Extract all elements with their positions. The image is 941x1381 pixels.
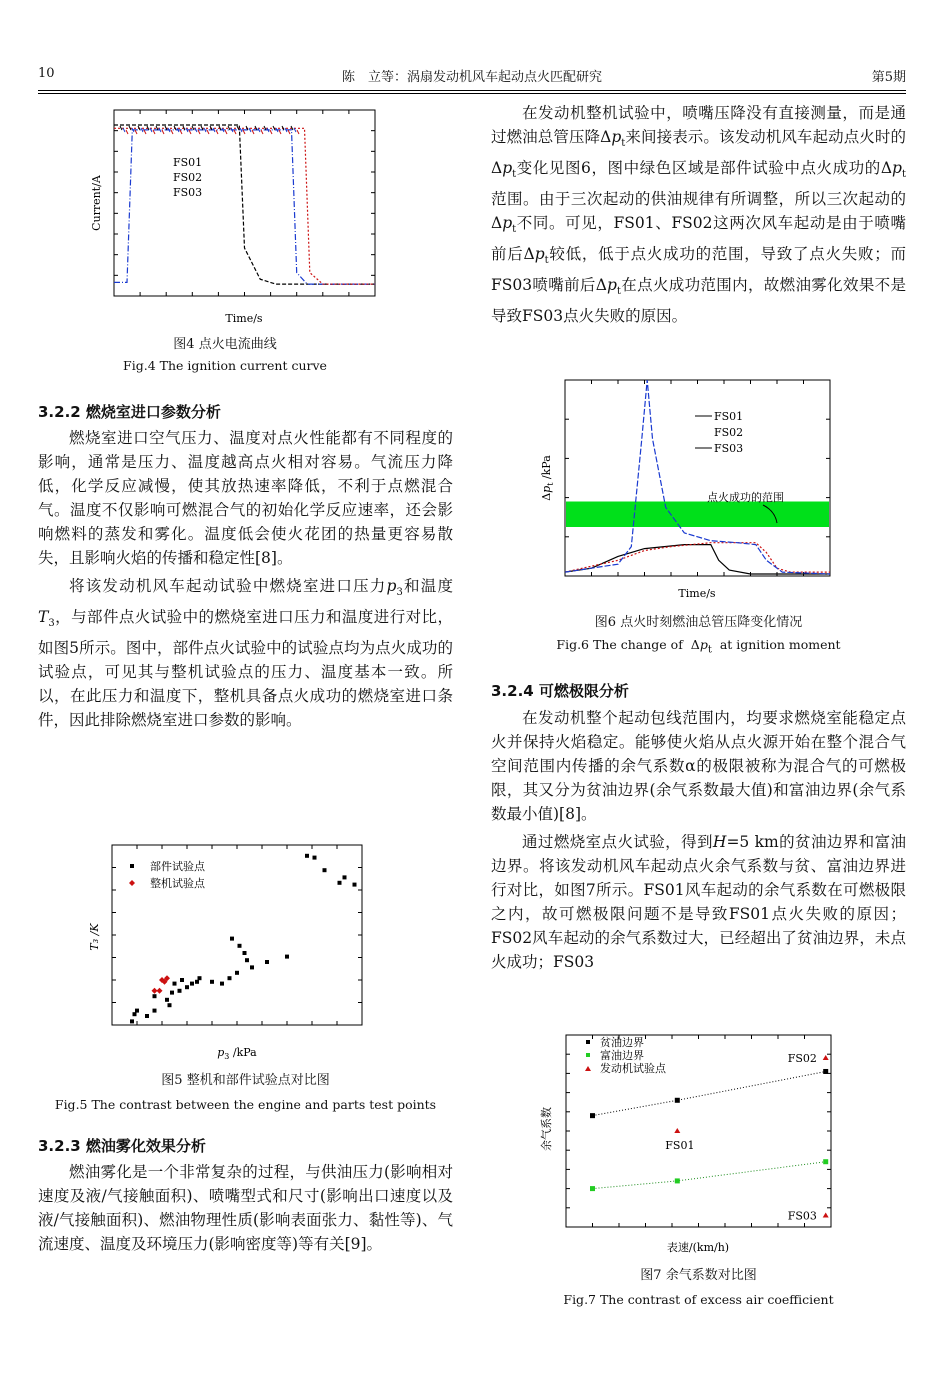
fig5-point-parts xyxy=(250,965,254,969)
fig6-xlabel: Time/s xyxy=(678,587,716,600)
fig4-noise-mark xyxy=(240,128,242,132)
fig7-chart xyxy=(528,1032,838,1257)
fig5-legend-parts: 部件试验点 xyxy=(150,860,205,873)
fig4-noise-mark xyxy=(144,130,146,134)
fig4-xlabel: Time/s xyxy=(225,312,263,325)
fig4-noise-mark xyxy=(225,130,227,134)
fig7-legend-lean: 贫油边界 xyxy=(600,1036,644,1049)
fig6-frame xyxy=(565,380,830,576)
section-324-p1: 在发动机整个起动包线范围内，均要求燃烧室能稳定点火并保持火焰稳定。能够使火焰从点火源开始在整个混合气空间范围内传播的余气系数α的极限被称为混合气的可燃极限，其又分为贫油边界(余气系数最大值)和富油边界(余气系数最小值)[8]。 xyxy=(491,709,906,823)
fig4-noise-mark xyxy=(261,130,263,134)
fig6-series-fs01 xyxy=(565,545,830,574)
fig5-legend-engine: 整机试验点 xyxy=(150,877,205,890)
fig4-legend-fs03: FS03 xyxy=(173,186,203,199)
fig4-caption-en: Fig.4 The ignition current curve xyxy=(123,358,327,373)
fig6-caption-cn: 图6 点火时刻燃油总管压降变化情况 xyxy=(594,615,803,630)
section-heading-323: 3.2.3 燃油雾化效果分析 xyxy=(38,1137,206,1155)
fig4-legend-fs02: FS02 xyxy=(173,171,203,184)
fig4-frame xyxy=(114,110,375,296)
fig7-legend-rich: 富油边界 xyxy=(600,1049,644,1062)
fig5-point-engine xyxy=(157,988,163,994)
section-322-p1: 燃烧室进口空气压力、温度对点火性能都有不同程度的影响，通常是压力、温度越高点火相对容易。气流压力降低，化学反应减慢，使其放热速率降低，不利于点燃混合气。温度不仅影响可燃混合气的初始化学反应速率，还会影响燃料的蒸发和雾化。温度低会使火花团的热量更容易散失，且影响火焰的传播和稳定性[8]。 xyxy=(38,429,453,567)
fig5-point-parts xyxy=(190,982,194,986)
fig4-legend-fs01: FS01 xyxy=(173,156,203,169)
fig5-point-parts xyxy=(145,1014,149,1018)
fig5-point-parts xyxy=(220,982,224,986)
fig5-point-parts xyxy=(230,937,234,941)
fig5-point-parts xyxy=(235,971,239,975)
fig4-noise-mark xyxy=(153,130,155,134)
fig4-noise-mark xyxy=(204,128,206,132)
running-header xyxy=(38,66,906,86)
fig7-point-engine xyxy=(674,1128,680,1133)
fig4-noise-mark xyxy=(189,130,191,134)
fig4-noise-mark xyxy=(243,130,245,134)
fig5-point-parts xyxy=(153,1009,157,1013)
fig5-point-parts xyxy=(323,868,327,872)
fig7-point xyxy=(590,1186,595,1191)
fig4-noise-mark xyxy=(207,130,209,134)
fig7-point xyxy=(823,1069,828,1074)
fig7-point-label: FS02 xyxy=(787,1052,817,1066)
fig6-series-fs02 xyxy=(565,543,830,572)
section-323-p1: 燃油雾化是一个非常复杂的过程，与供油压力(影响相对速度及液/气接触面积)、喷嘴型式和尺寸(影响出口速度以及液/气接触面积)、燃油物理性质(影响表面张力、黏性等)、气流速度、温度及环境压力(影响密度等)等有关[9]。 xyxy=(38,1163,453,1253)
section-heading-322: 3.2.2 燃烧室进口参数分析 xyxy=(38,403,221,421)
fig7-point xyxy=(823,1159,828,1164)
header-rule-2 xyxy=(38,93,906,94)
right-intro-body xyxy=(491,101,906,328)
fig6-chart xyxy=(525,375,845,605)
section-323-body xyxy=(38,1160,453,1256)
fig7-point-label: FS01 xyxy=(665,1139,695,1152)
right-intro-p1: 在发动机整机试验中，喷嘴压降没有直接测量，而是通过燃油总管压降$\Delta p_t$来间接表示。该发动机风车起动点火时的$\Delta p_t$变化见图6，图中绿色区域是部件试验中点火成功的$\Delta p_t$范围。由于三次起动的供油规律有所调整，所以三次起动的$\Delta p_t$不同。可见，FS01、FS02这两次风车起动是由于喷嘴前后$\Delta p_t$较低，低于点火成功的范围，导致了点火失败；而FS03喷嘴前后$\Delta p_t$在点火成功范围内，故燃油雾化效果不是导致FS03点火失败的原因。 xyxy=(491,104,906,326)
fig5-caption-en: Fig.5 The contrast between the engine and parts test points xyxy=(54,1097,437,1112)
fig6-ylabel: $\Delta p_t$ /kPa xyxy=(540,455,555,501)
fig6-legend-fs03: FS03 xyxy=(714,442,744,455)
fig5-point-parts xyxy=(135,1009,139,1013)
fig5-point-parts xyxy=(238,944,242,948)
fig7-caption xyxy=(491,1264,906,1307)
fig5-point-parts xyxy=(168,1003,172,1007)
fig6-caption-en: Fig.6 The change of $\Delta p_t$ at ignition moment xyxy=(556,637,841,656)
fig5-point-parts xyxy=(245,958,249,962)
fig4-caption-cn: 图4 点火电流曲线 xyxy=(173,337,277,352)
fig7-point xyxy=(590,1113,595,1118)
fig5-caption-cn: 图5 整机和部件试验点对比图 xyxy=(161,1073,330,1088)
fig5-xlabel: $p_3$ /kPa xyxy=(217,1046,257,1061)
fig5-point-parts xyxy=(265,960,269,964)
fig5-point-parts xyxy=(353,883,357,887)
fig5-ylabel: T₃ /K xyxy=(88,923,101,951)
fig4-noise-mark xyxy=(270,130,272,134)
fig5-point-parts xyxy=(305,854,309,858)
fig4-noise-mark xyxy=(252,130,254,134)
fig5-point-parts xyxy=(195,980,199,984)
fig6-annotation: 点火成功的范围 xyxy=(707,491,784,504)
fig4-noise-mark xyxy=(120,126,122,130)
issue-number: 第5期 xyxy=(871,70,906,85)
fig5-point-parts xyxy=(130,1019,134,1023)
fig4-noise-mark xyxy=(279,130,281,134)
fig4-ylabel: Current/A xyxy=(90,175,103,231)
fig5-point-parts xyxy=(153,994,157,998)
fig4-series-fs02 xyxy=(114,130,375,284)
section-heading-324: 3.2.4 可燃极限分析 xyxy=(491,682,629,700)
fig4-series-fs01 xyxy=(114,125,375,284)
fig4-noise-mark xyxy=(180,130,182,134)
fig4-chart xyxy=(60,100,390,330)
fig5-point-parts xyxy=(178,989,182,993)
fig5-point-parts xyxy=(210,980,214,984)
fig4-noise-mark xyxy=(297,130,299,134)
section-322-p2: 将该发动机风车起动试验中燃烧室进口压力$p_3$和温度$T_3$，与部件点火试验中的燃烧室进口压力和温度进行对比，如图5所示。图中，部件点火试验中的试验点均为点火成功的试验点，可见其与整机试验点的压力、温度基本一致。所以，在此压力和温度下，整机具备点火成功的燃烧室进口条件，因此排除燃烧室进口参数的影响。 xyxy=(38,577,453,730)
fig4-noise-mark xyxy=(135,130,137,134)
fig7-caption-cn: 图7 余气系数对比图 xyxy=(640,1268,757,1283)
fig7-point xyxy=(675,1178,680,1183)
fig5-point-parts xyxy=(338,881,342,885)
fig7-trend-1 xyxy=(593,1162,826,1189)
fig4-caption xyxy=(60,333,390,373)
fig4-noise-mark xyxy=(234,130,236,134)
fig5-point-parts xyxy=(165,998,169,1002)
fig7-point xyxy=(675,1098,680,1103)
header-rule xyxy=(38,90,906,91)
fig5-point-parts xyxy=(173,982,177,986)
fig7-trend-0 xyxy=(593,1072,826,1116)
fig5-point-parts xyxy=(313,856,317,860)
fig4-series-fs03 xyxy=(114,128,375,284)
fig4-noise-mark xyxy=(288,130,290,134)
fig7-xlabel: 表速/(km/h) xyxy=(666,1241,730,1254)
fig7-point-engine xyxy=(823,1055,829,1060)
section-322-body xyxy=(38,426,453,732)
fig7-caption-en: Fig.7 The contrast of excess air coefficient xyxy=(563,1292,834,1307)
page-number: 10 xyxy=(38,66,55,81)
fig4-noise-mark xyxy=(216,130,218,134)
fig5-point-parts xyxy=(185,985,189,989)
fig5-point-parts xyxy=(343,875,347,879)
fig6-success-band xyxy=(566,502,829,528)
section-324-body xyxy=(491,706,906,974)
fig4-noise-mark xyxy=(162,130,164,134)
fig4-noise-mark xyxy=(198,130,200,134)
fig5-caption xyxy=(38,1069,453,1112)
fig5-point-parts xyxy=(180,978,184,982)
fig5-chart xyxy=(72,840,372,1065)
fig5-point-parts xyxy=(170,991,174,995)
fig7-point-label: FS03 xyxy=(787,1209,817,1223)
fig7-ylabel: 余气系数 xyxy=(540,1107,553,1151)
fig6-legend-fs02: FS02 xyxy=(714,426,744,439)
fig6-caption xyxy=(491,611,906,656)
fig6-legend-fs01: FS01 xyxy=(714,410,744,423)
fig4-noise-mark xyxy=(126,130,128,134)
fig5-point-parts xyxy=(228,976,232,980)
fig4-noise-mark xyxy=(171,130,173,134)
fig5-point-parts xyxy=(133,1012,137,1016)
fig5-point-parts xyxy=(198,976,202,980)
fig5-point-parts xyxy=(285,955,289,959)
fig7-point-engine xyxy=(823,1212,829,1217)
fig7-legend-engine: 发动机试验点 xyxy=(600,1062,666,1075)
section-324-p2: 通过燃烧室点火试验，得到H=5 km的贫油边界和富油边界。将该发动机风车起动点火余气系数与贫、富油边界进行对比，如图7所示。FS01风车起动的余气系数在可燃极限之内，故可燃极限问题不是导致FS01点火失败的原因；FS02风车起动的余气系数过大，已经超出了贫油边界，未点火成功；FS03 xyxy=(491,833,906,971)
running-title: 陈 立等：涡扇发动机风车起动点火匹配研究 xyxy=(341,70,602,85)
fig5-point-parts xyxy=(243,951,247,955)
